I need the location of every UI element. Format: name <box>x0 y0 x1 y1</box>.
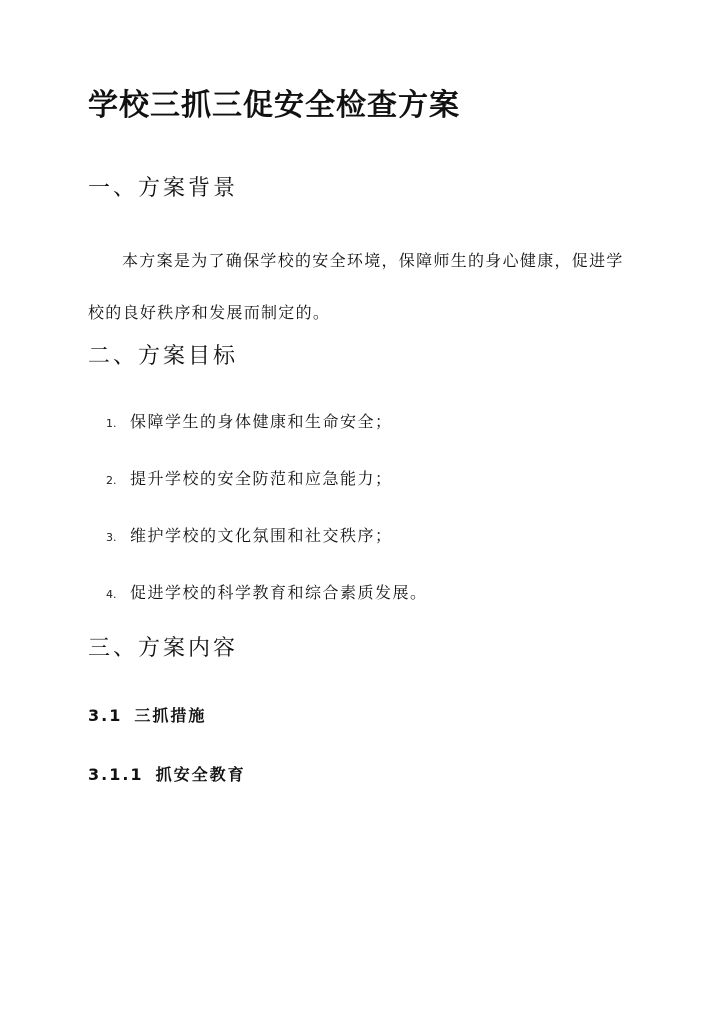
goal-list-item <box>106 581 428 607</box>
goal-number: 3. <box>106 531 117 544</box>
subsection-title: 三抓措施 <box>134 706 207 725</box>
goal-list-item <box>106 410 393 436</box>
goal-list-item <box>106 467 393 493</box>
document-title: 学校三抓三促安全检查方案 <box>88 88 460 123</box>
section-heading-goals: 二、方案目标 <box>88 344 239 369</box>
subsection-heading <box>88 763 246 787</box>
goal-text: 促进学校的科学教育和综合素质发展。 <box>130 583 428 602</box>
goal-number: 1. <box>106 417 117 430</box>
subsection-heading <box>88 704 206 728</box>
goal-text: 提升学校的安全防范和应急能力； <box>130 469 393 488</box>
subsection-number: 3.1.1 <box>88 765 144 784</box>
goal-text: 维护学校的文化氛围和社交秩序； <box>130 526 393 545</box>
subsection-number: 3.1 <box>88 706 123 725</box>
section-heading-content: 三、方案内容 <box>88 636 239 661</box>
goal-number: 2. <box>106 474 117 487</box>
section-heading-background: 一、方案背景 <box>88 176 239 201</box>
goal-list-item <box>106 524 393 550</box>
goal-text: 保障学生的身体健康和生命安全； <box>130 412 393 431</box>
goal-number: 4. <box>106 588 117 601</box>
background-paragraph: 本方案是为了确保学校的安全环境，保障师生的身心健康，促进学校的良好秩序和发展而制定的。 <box>88 251 624 322</box>
subsection-title: 抓安全教育 <box>155 765 246 784</box>
